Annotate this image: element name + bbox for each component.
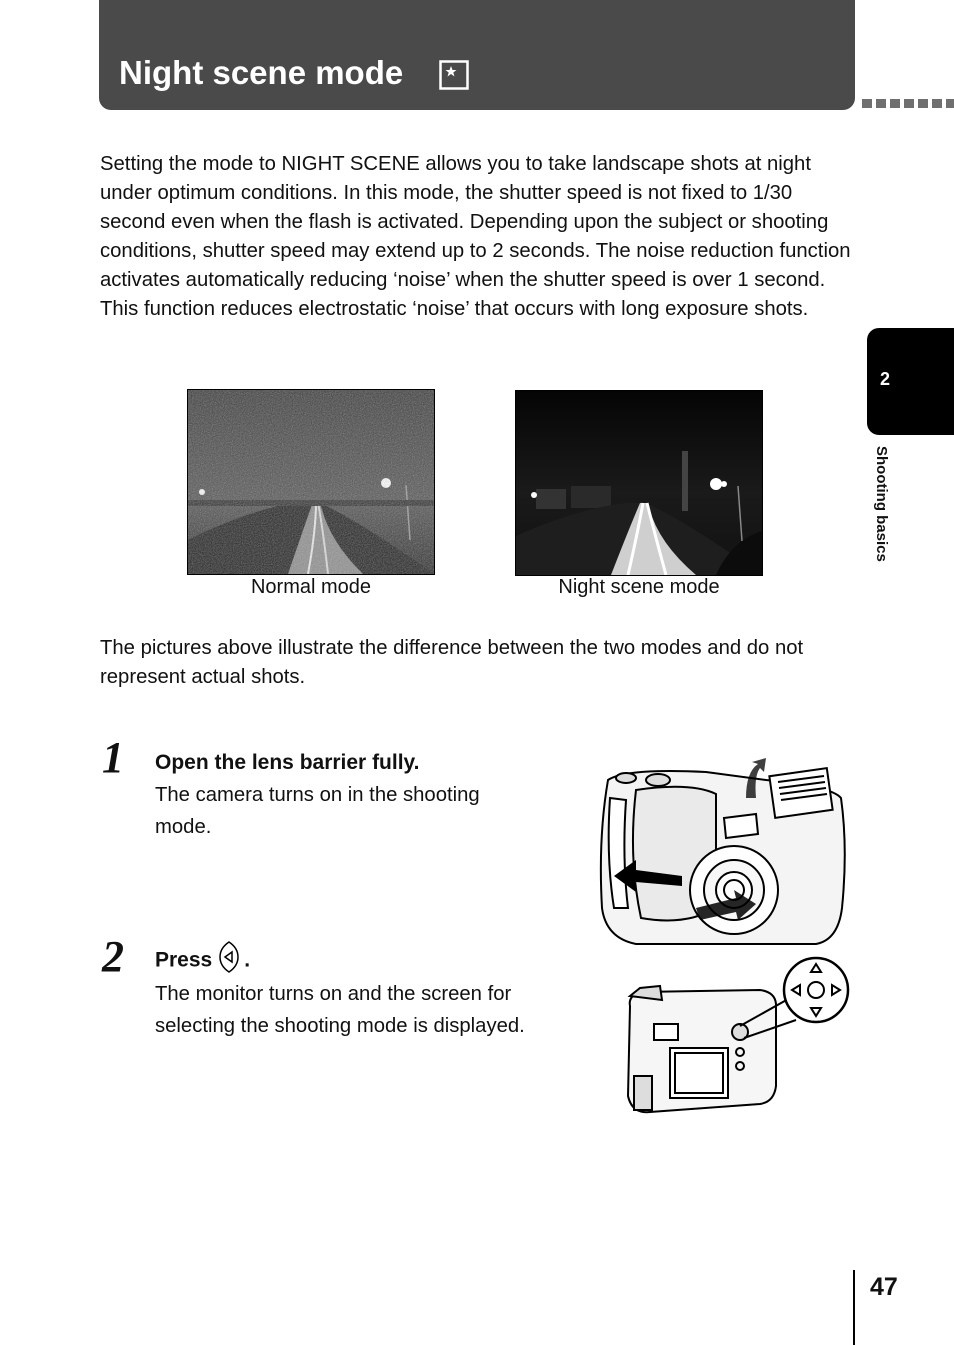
night-scene-mode-caption: Night scene mode [558, 576, 720, 598]
night-scene-mode-photo [515, 390, 763, 576]
step-1-body: The camera turns on in the shooting mode. [155, 784, 480, 838]
step-1-title: Open the lens barrier fully. [155, 751, 420, 774]
intro-paragraph: Setting the mode to NIGHT SCENE allows you to take landscape shots at night under optimum conditions. In this mode, the shutter speed is not fixed to 1/30 second even when the flash is activated. Depending upon the subject or shooting conditions, shutter speed may extend up to 2 seconds. The noise reduction function activates automatically reducing ‘noise’ when the shutter speed is over 1 second. This function reduces electrostatic ‘noise’ that occurs with long exposure shots. [100, 153, 851, 320]
night-scene-icon [439, 60, 469, 90]
illustration-note: The pictures above illustrate the difference between the two modes and do not represent actual shots. [100, 637, 804, 688]
step-2-title [155, 948, 250, 974]
step-1-number: 1 [102, 733, 124, 782]
step-2-title-prefix: Press [155, 948, 213, 972]
normal-mode-caption: Normal mode [250, 576, 372, 598]
page-number: 47 [870, 1273, 898, 1301]
camera-back-illustration [620, 956, 856, 1120]
header-bar [99, 0, 855, 110]
page-number-divider [853, 1270, 855, 1345]
step-2-body: The monitor turns on and the screen for selecting the shooting mode is displayed. [155, 983, 525, 1037]
page-title: Night scene mode [119, 54, 404, 91]
step-2-title-suffix: . [244, 948, 251, 972]
left-arrow-button-icon [218, 940, 240, 974]
step-2-number: 2 [102, 932, 124, 981]
camera-front-illustration [596, 758, 848, 950]
chapter-number: 2 [880, 369, 891, 389]
chapter-label: Shooting basics [873, 446, 890, 562]
normal-mode-photo [187, 389, 435, 575]
header-dots [862, 99, 954, 108]
